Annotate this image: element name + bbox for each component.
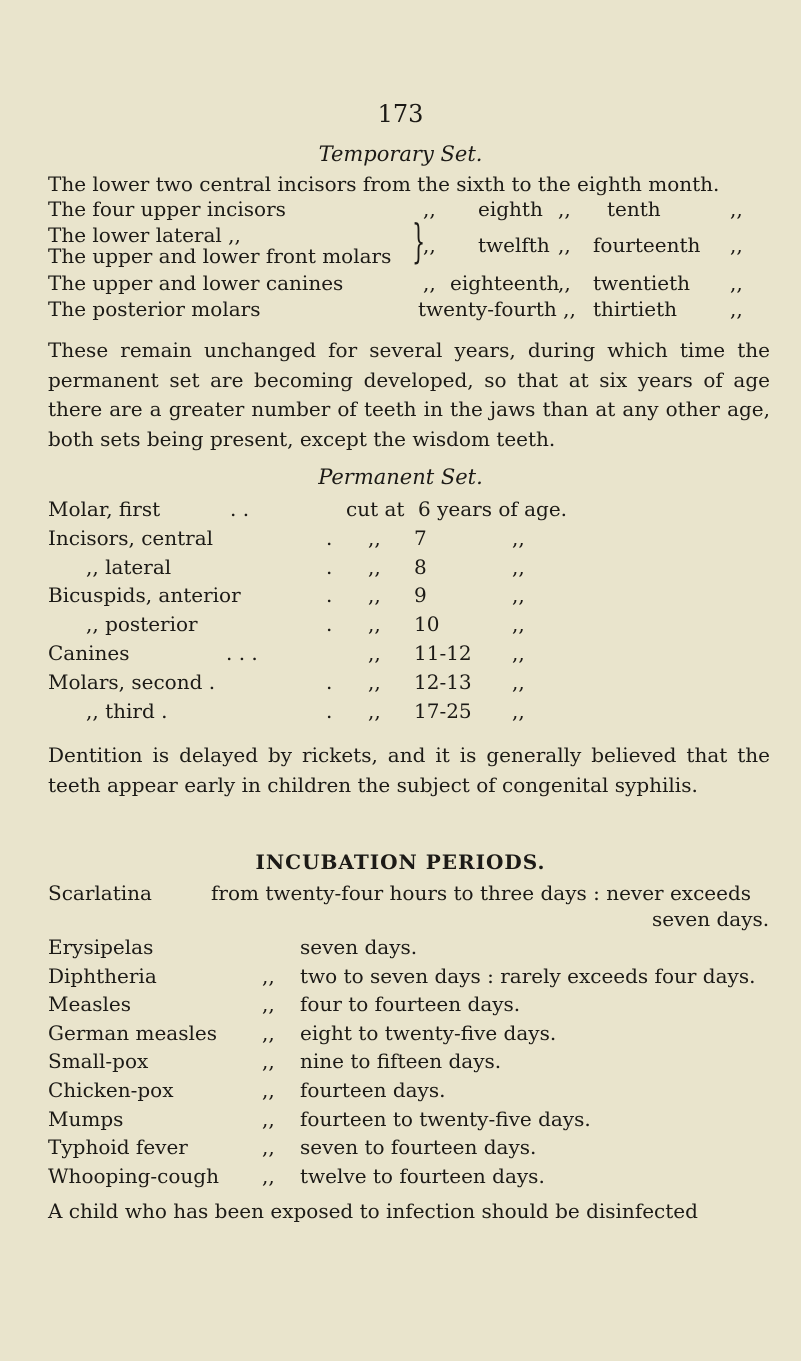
ditto-mark: ,, [262,1163,275,1188]
disease-name: Chicken-pox [48,1078,174,1102]
leader-dots: . [326,698,333,723]
temporary-paragraph: These remain unchanged for several years, during which time the permanent set are becoming developed, so that at six years of age there are a greater number of teeth in the jaws than at any other age, both sets being present, except the wisdom teeth. [48,338,770,451]
incubation-period: from twenty-four hours to three days : never exceeds [211,881,752,905]
ditto-mark: ,, [262,1049,275,1074]
ditto-mark: ,, [368,612,381,637]
ditto-mark: ,, [262,1106,275,1131]
incubation-row [0,992,801,1022]
ditto-mark: ,, [423,197,436,221]
leader-dots: . . [230,497,250,521]
ditto-mark: ,, [512,612,525,637]
ditto-mark: ,, [512,583,525,608]
ditto-mark: ,, [368,583,381,608]
disease-name: Mumps [48,1106,124,1131]
permanent-row [0,583,801,613]
disease-name: Scarlatina [48,881,152,905]
month-from: eighteenth [450,271,560,295]
ditto-mark: ,, [558,271,571,295]
permanent-row [0,641,801,671]
incubation-heading: INCUBATION PERIODS. [255,850,546,874]
ditto-mark: ,, [512,554,525,579]
row-label: The lower lateral ,, [48,223,241,247]
incubation-period: four to fourteen days. [300,992,521,1017]
month-from: twelfth [478,233,550,257]
ditto-mark: ,, [368,525,381,550]
ditto-mark: ,, [512,525,525,550]
row-label: The upper and lower front molars [48,244,392,268]
month-to: thirtieth [593,297,678,321]
incubation-row-scarlatina-cont [0,907,801,937]
closing-line: A child who has been exposed to infection should be disinfected [48,1199,698,1223]
incubation-row [0,1135,801,1165]
leader-dots: . [326,612,333,637]
month-from: twenty-fourth ,, [418,297,576,321]
incubation-period-cont: seven days. [652,907,770,931]
ditto-mark: ,, [368,698,381,723]
permanent-set-heading: Permanent Set. [318,465,483,489]
brace-symbol: } [412,214,426,268]
temporary-row-1: The lower two central incisors from the sixth to the eighth month. [48,172,720,196]
leader-dots: . [326,554,333,579]
disease-name: Measles [48,992,131,1017]
ditto-mark: ,, [368,641,381,665]
row-label: The four upper incisors [48,197,286,221]
permanent-row [0,526,801,556]
leader-dots: . [326,669,333,694]
incubation-row [0,1164,801,1194]
eruption-age: 9 [414,583,427,608]
ditto-mark: ,, [423,271,436,295]
temporary-row-4-values [0,233,801,263]
permanent-row [0,497,801,527]
incubation-row [0,1049,801,1079]
ditto-mark: ,, [730,197,743,221]
ditto-mark: cut at [346,497,405,521]
tooth-name: Canines [48,641,130,665]
leader-dots: . [326,583,333,608]
incubation-row [0,935,801,965]
tooth-name: ,, lateral [86,554,172,579]
tooth-name: Incisors, central [48,525,214,550]
incubation-row [0,964,801,994]
eruption-age: 7 [414,525,427,550]
month-from: eighth [478,197,543,221]
temporary-set-heading: Temporary Set. [318,142,483,166]
incubation-row [0,1021,801,1051]
disease-name: Small-pox [48,1049,149,1074]
eruption-age: 6 years of age. [418,497,568,521]
incubation-period: eight to twenty-five days. [300,1020,557,1045]
ditto-mark: ,, [262,992,275,1017]
ditto-mark: ,, [730,233,743,257]
ditto-mark: ,, [262,1078,275,1102]
incubation-period: seven days. [300,935,418,959]
ditto-mark: ,, [423,233,436,257]
ditto-mark: ,, [512,698,525,723]
permanent-row [0,555,801,585]
month-to: twentieth [593,271,691,295]
disease-name: Typhoid fever [48,1135,188,1160]
disease-name: Diphtheria [48,963,157,988]
incubation-row [0,1078,801,1108]
tooth-name: Bicuspids, anterior [48,583,241,608]
ditto-mark: ,, [262,1135,275,1160]
permanent-row [0,612,801,642]
ditto-mark: ,, [730,271,743,295]
permanent-row [0,699,801,729]
permanent-paragraph: Dentition is delayed by rickets, and it is generally believed that the teeth appear early in children the subject of congenital syphilis. [48,743,770,797]
ditto-mark: ,, [262,1020,275,1045]
ditto-mark: ,, [512,669,525,694]
leader-dots: . [326,525,333,550]
incubation-period: seven to fourteen days. [300,1135,537,1160]
incubation-row [0,1107,801,1137]
tooth-name: Molars, second . [48,669,216,694]
eruption-age: 11-12 [414,641,472,665]
month-to: tenth [607,197,661,221]
ditto-mark: ,, [368,669,381,694]
eruption-age: 8 [414,554,427,579]
disease-name: German measles [48,1020,217,1045]
tooth-name: Molar, first [48,497,161,521]
disease-name: Erysipelas [48,935,154,959]
eruption-age: 10 [414,612,440,637]
incubation-period: fourteen days. [300,1078,446,1102]
row-label: The upper and lower canines [48,271,344,295]
eruption-age: 12-13 [414,669,472,694]
row-label: The posterior molars [48,297,261,321]
ditto-mark: ,, [368,554,381,579]
ditto-mark: ,, [730,297,743,321]
incubation-period: two to seven days : rarely exceeds four days. [300,963,756,988]
ditto-mark: ,, [262,963,275,988]
tooth-name: ,, third . [86,698,168,723]
leader-dots: . . . [226,641,258,665]
tooth-name: ,, posterior [86,612,198,637]
ditto-mark: ,, [558,233,571,257]
incubation-period: twelve to fourteen days. [300,1163,545,1188]
incubation-period: nine to fifteen days. [300,1049,502,1074]
eruption-age: 17-25 [414,698,472,723]
month-to: fourteenth [593,233,701,257]
permanent-row [0,670,801,700]
page-number: 173 [377,100,424,128]
temporary-row-6 [0,297,801,327]
incubation-period: fourteen to twenty-five days. [300,1106,591,1131]
disease-name: Whooping-cough [48,1163,219,1188]
ditto-mark: ,, [558,197,571,221]
ditto-mark: ,, [512,641,525,665]
